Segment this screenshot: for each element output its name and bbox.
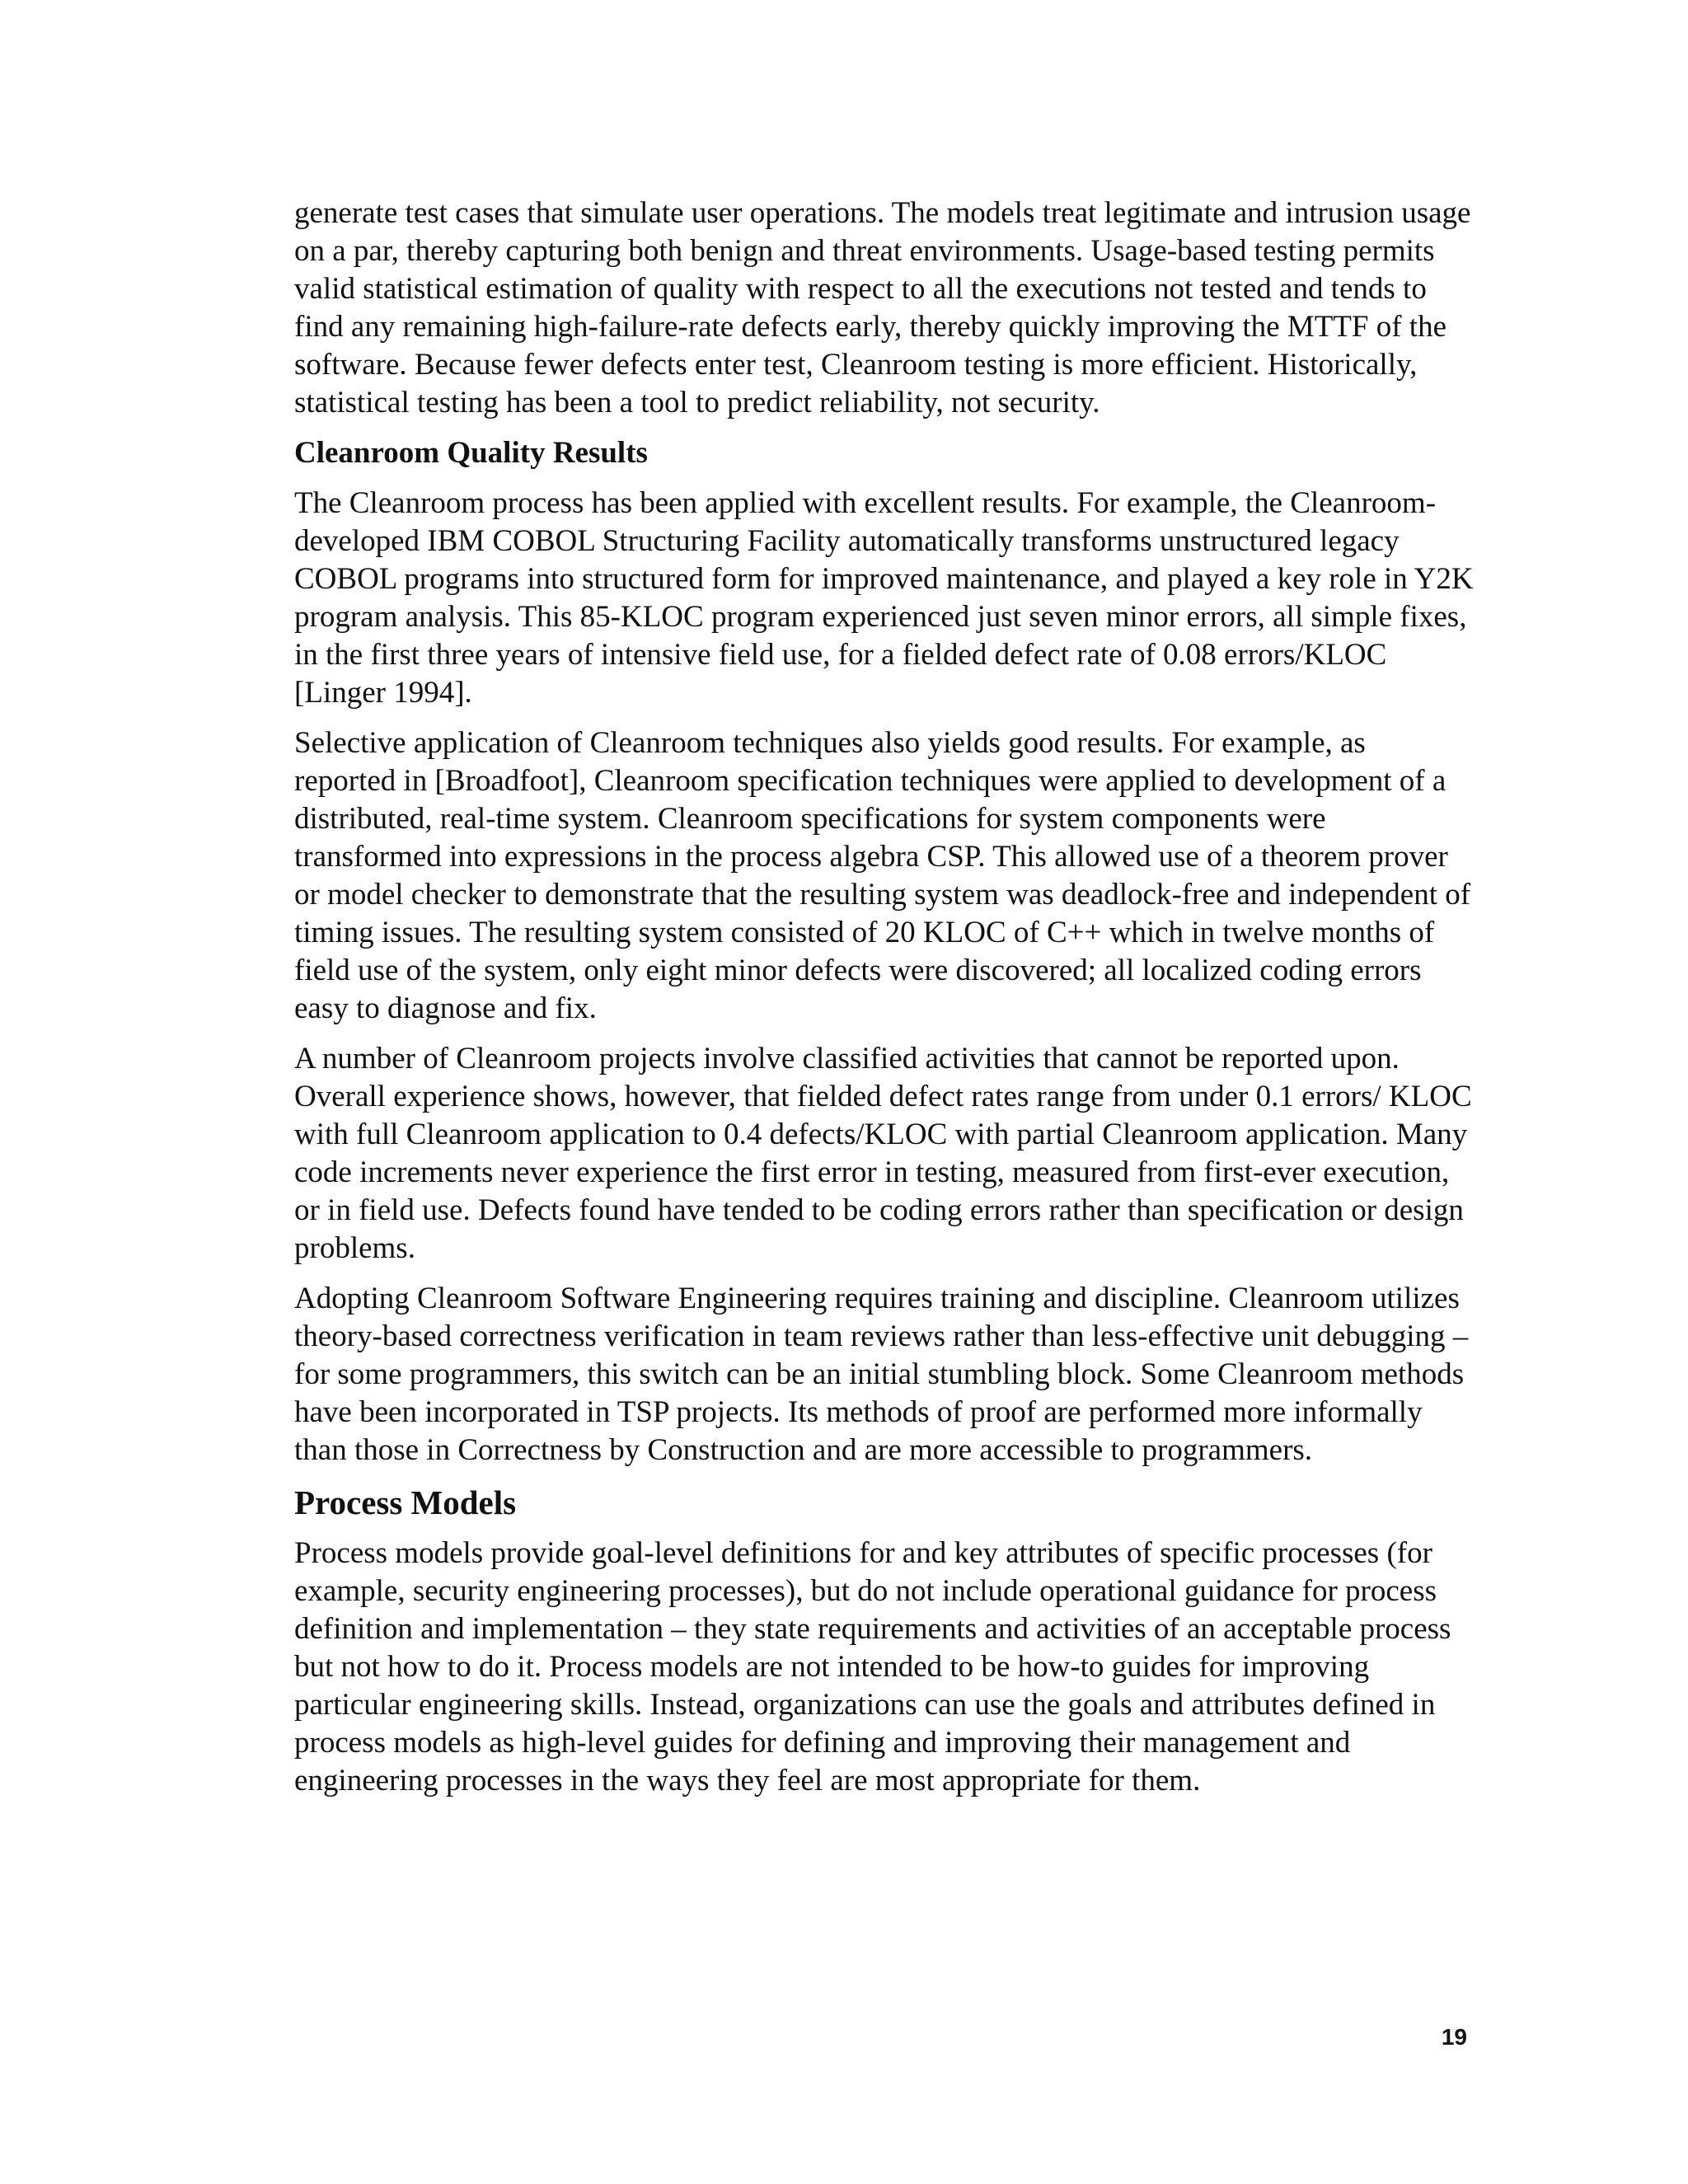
body-paragraph-usage-testing: generate test cases that simulate user operations. The models treat legitimate and intrusion usage on a par, thereby capturing both benign and threat environments. Usage-based testing permits valid statistical estimation of quality with respect to all the executions not tested and tends to find any remaining high-failure-rate defects early, thereby quickly improving the MTTF of the software. Because fewer defects enter test, Cleanroom testing is more efficient. Historically, statistical testing has been a tool to predict reliability, not security. <box>294 196 1471 419</box>
subheading-cleanroom-quality-results: Cleanroom Quality Results <box>294 436 648 470</box>
body-paragraph-cleanroom-results: The Cleanroom process has been applied with excellent results. For example, the Cleanroom-developed IBM COBOL Structuring Facility automatically transforms unstructured legacy COBOL programs into structured form for improved maintenance, and played a key role in Y2K program analysis. This 85-KLOC program experienced just seven minor errors, all simple fixes, in the first three years of intensive field use, for a fielded defect rate of 0.08 errors/KLOC [Linger 1994]. <box>294 486 1474 710</box>
body-paragraph-adopting-cleanroom: Adopting Cleanroom Software Engineering requires training and discipline. Cleanroom utilizes theory-based correctness verification in team reviews rather than less-effective unit debugging – for some programmers, this switch can be an initial stumbling block. Some Cleanroom methods have been incorporated in TSP projects. Its methods of proof are performed more informally than those in Correctness by Construction and are more accessible to programmers. <box>294 1282 1469 1467</box>
page-number: 19 <box>1441 2024 1467 2050</box>
body-paragraph-classified-projects: A number of Cleanroom projects involve classified activities that cannot be reported upon. Overall experience shows, however, that fielded defect rates range from under 0.1 errors/ KLOC with full Cleanroom application to 0.4 defects/KLOC with partial Cleanroom application. Many code increments never experience the first error in testing, measured from first-ever execution, or in field use. Defects found have tended to be coding errors rather than specification or design problems. <box>294 1042 1472 1265</box>
body-paragraph-process-models: Process models provide goal-level definitions for and key attributes of specific processes (for example, security engineering processes), but do not include operational guidance for process definition and implementation – they state requirements and activities of an acceptable process but not how to do it. Process models are not intended to be how-to guides for improving particular engineering skills. Instead, organizations can use the goals and attributes defined in process models as high-level guides for defining and improving their management and engineering processes in the ways they feel are most appropriate for them. <box>294 1536 1451 1797</box>
section-heading-process-models: Process Models <box>294 1483 517 1521</box>
page-content <box>294 194 1475 1812</box>
body-paragraph-selective-application: Selective application of Cleanroom techniques also yields good results. For example, as reported in [Broadfoot], Cleanroom specification techniques were applied to development of a distributed, real-time system. Cleanroom specifications for system components were transformed into expressions in the process algebra CSP. This allowed use of a theorem prover or model checker to demonstrate that the resulting system was deadlock-free and independent of timing issues. The resulting system consisted of 20 KLOC of C++ which in twelve months of field use of the system, only eight minor defects were discovered; all localized coding errors easy to diagnose and fix. <box>294 726 1471 1025</box>
